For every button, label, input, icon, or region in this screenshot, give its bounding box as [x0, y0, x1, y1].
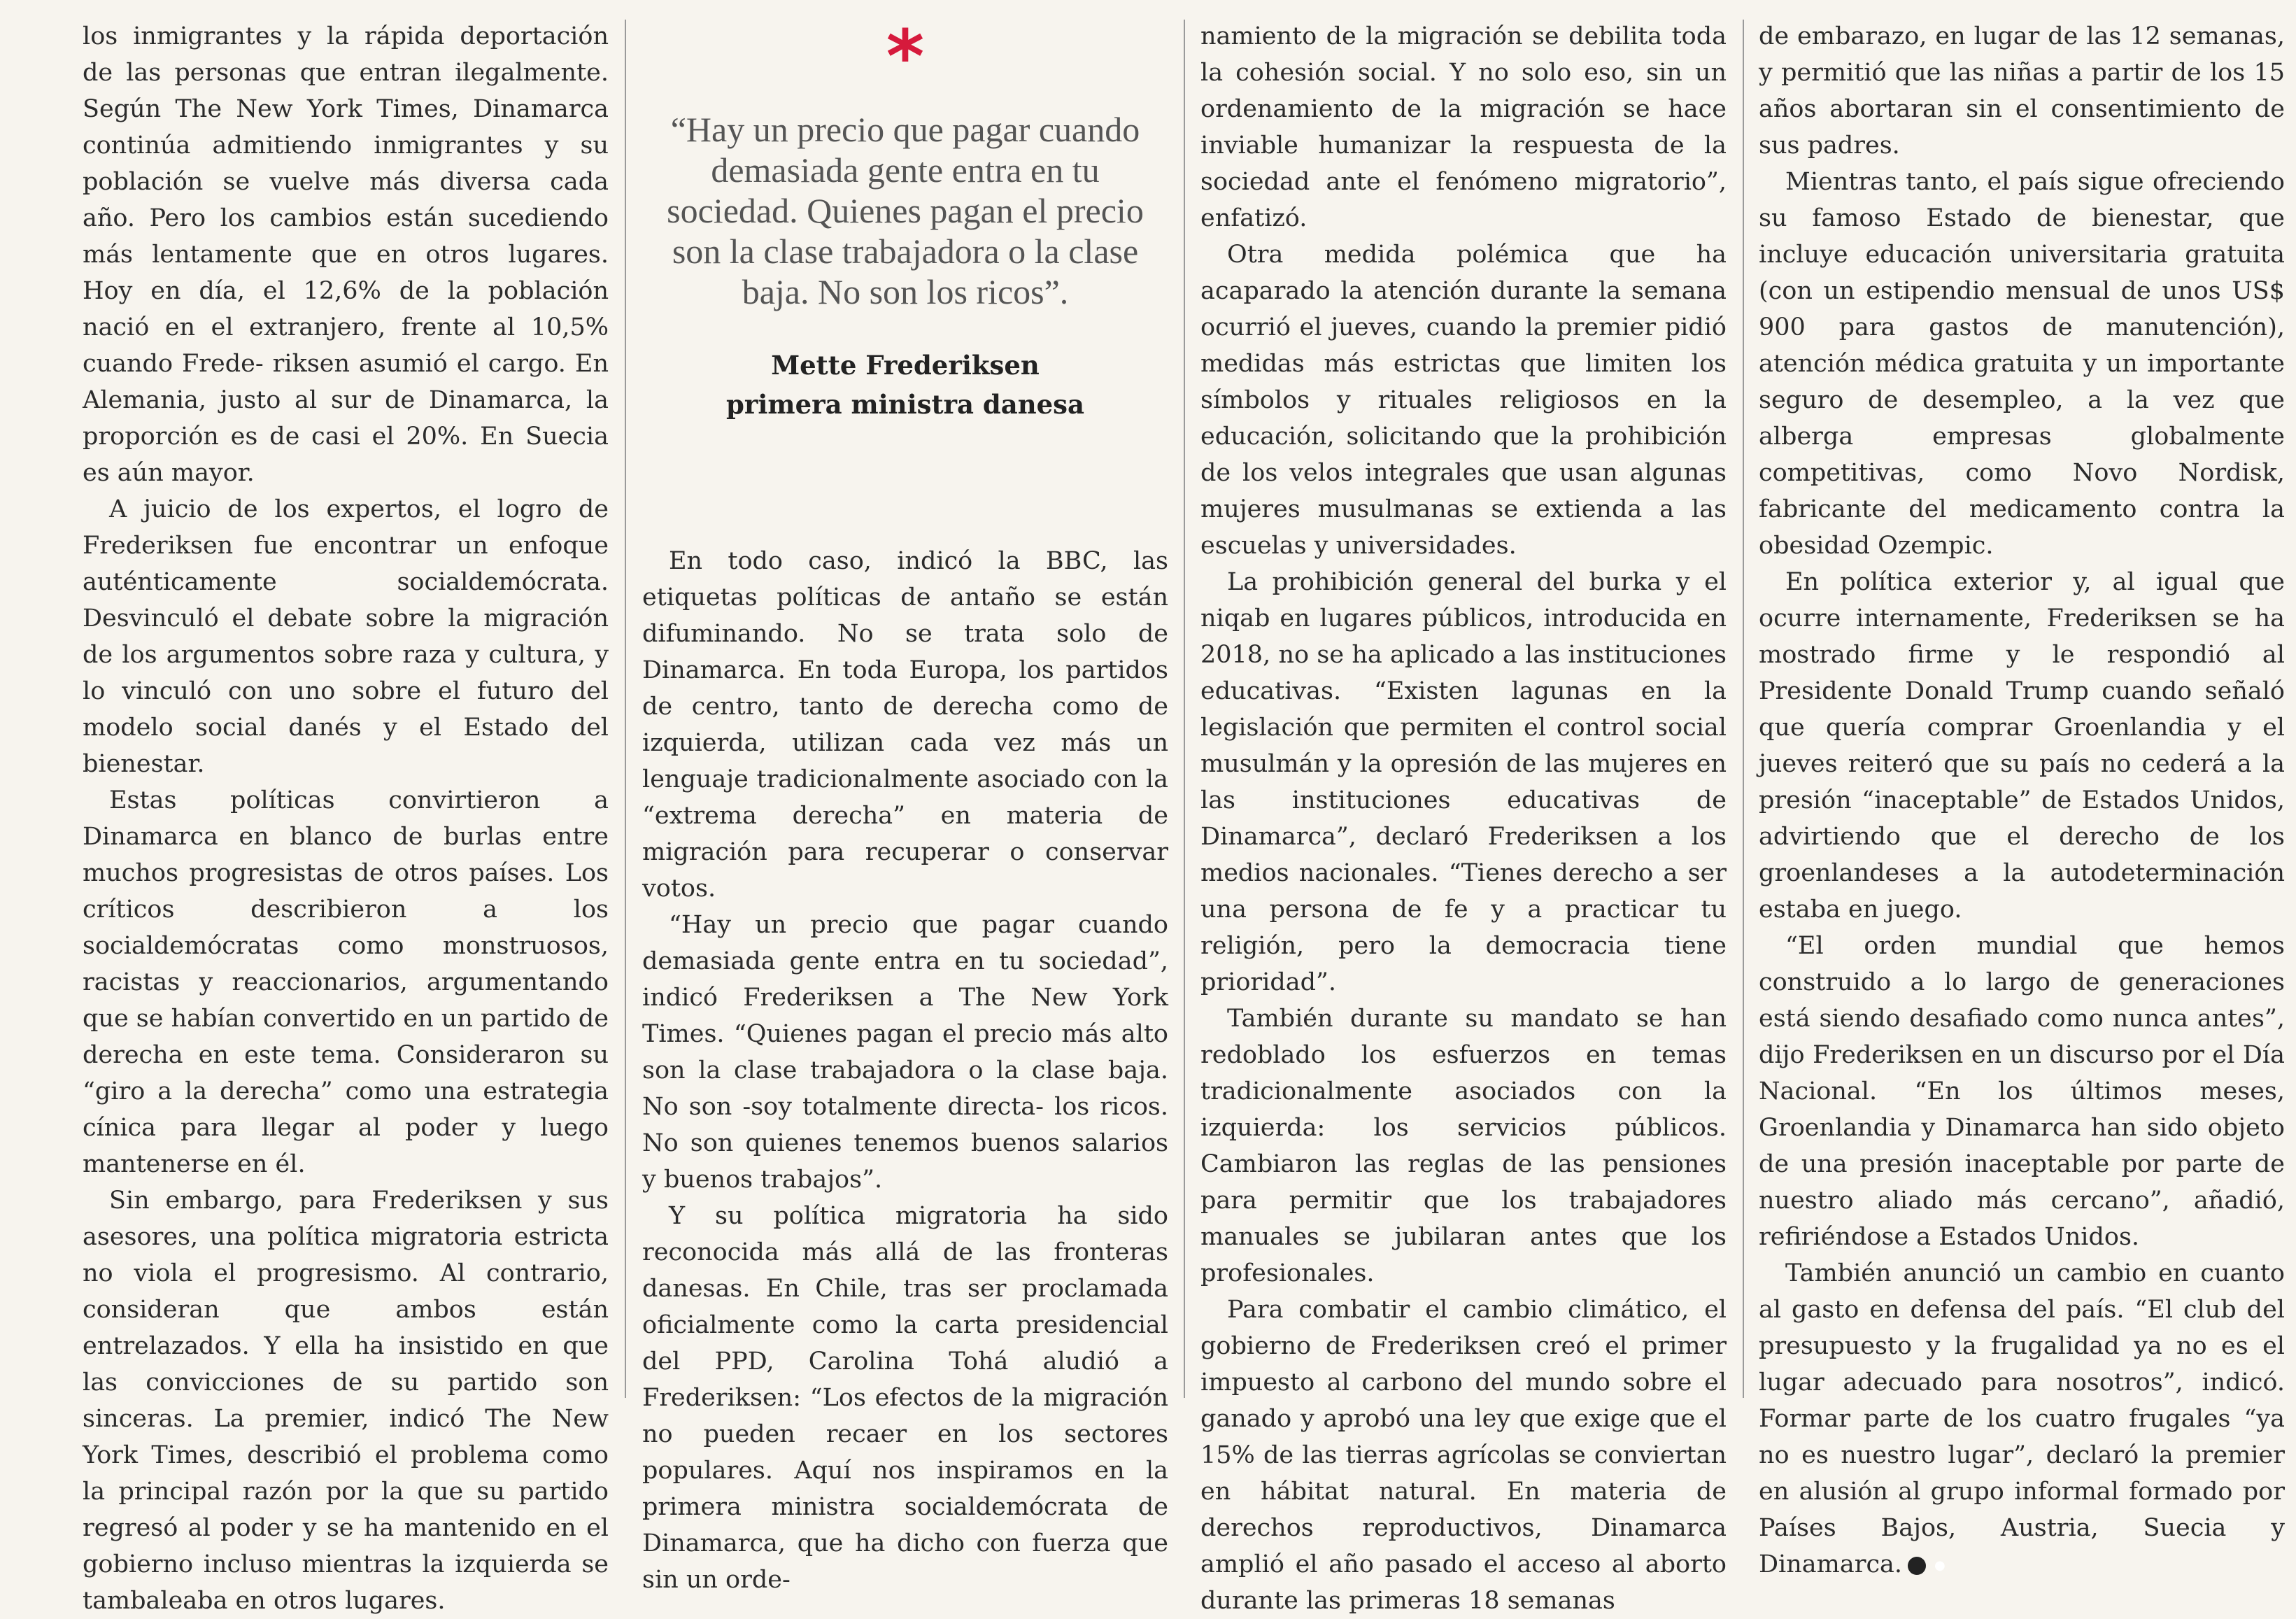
paragraph: Para combatir el cambio climático, el gobierno de Frederiksen creó el primer impuesto al carbono del mundo sobre el ganado y aprobó una ley que exige que el 15% de las tierras agrícolas se conviertan en hábitat natural. En materia de derechos reproductivos, Dinamarca amplió el año pasado el acceso al aborto durante las primeras 18 semanas	[1200, 1296, 1727, 1615]
paragraph: Y su política migratoria ha sido reconocida más allá de las fronteras danesas. En Chile, tras ser proclamada oficialmente como la carta presidencial del PPD, Carolina Tohá aludió a Frederiksen: “Los efectos de la migración no pueden recaer en los sectores populares. Aquí nos inspiramos en la primera ministra socialdemócrata de Dinamarca, que ha dicho con fuerza que sin un orde-	[642, 1202, 1168, 1594]
paragraph: A juicio de los expertos, el logro de Frederiksen fue encontrar un enfoque auténticamente socialdemócrata. Desvinculó el debate sobre la migración de los argumentos sobre raza y cultura, y lo vinculó con uno sobre el futuro del modelo social danés y el Estado del bienestar.	[83, 495, 609, 778]
paragraph: En todo caso, indicó la BBC, las etiquetas políticas de antaño se están difuminando. No se trata solo de Dinamarca. En toda Europa, los partidos de centro, tanto de derecha como de izquierda, utilizan cada vez más un lenguaje tradicionalmente asociado con la “extrema derecha” en materia de migración para recuperar o conservar votos.	[642, 547, 1168, 903]
paragraph: “Hay un precio que pagar cuando demasiada gente entra en tu sociedad”, indicó Frederiksen a The New York Times. “Quienes pagan el precio más alto son la clase trabajadora o la clase baja. No son -soy totalmente directa- los ricos. No son quienes tenemos buenos salarios y buenos trabajos”.	[642, 911, 1168, 1194]
final-paragraph-text: También anunció un cambio en cuanto al gasto en defensa del país. “El club del presupuesto y la frugalidad ya no es el lugar adecuado para nosotros”, indicó. Formar parte de los cuatro frugales “ya no es nuestro lugar”, declaró la premier en alusión al grupo informal formado por Países Bajos, Austria, Suecia y Dinamarca.	[1759, 1259, 2285, 1578]
pull-quote-author	[642, 346, 1168, 424]
end-of-article-icon: ●	[1908, 1557, 1926, 1575]
asterisk-icon: *	[886, 14, 925, 99]
pull-quote	[642, 14, 1168, 543]
article-column-1	[83, 18, 609, 1615]
column-divider	[1743, 20, 1744, 1398]
paragraph: Sin embargo, para Frederiksen y sus asesores, una política migratoria estricta no viola el progresismo. Al contrario, consideran que ambos están entrelazados. Y ella ha insistido en que las convicciones de su partido son sinceras. La premier, indicó The New York Times, describió el problema como la principal razón por la que su partido regresó al poder y se ha mantenido en el gobierno incluso mientras la izquierda se tambaleaba en otros lugares.	[83, 1187, 609, 1615]
paragraph: También durante su mandato se han redoblado los esfuerzos en temas tradicionalmente asociados con la izquierda: los servicios públicos. Cambiaron las reglas de las pensiones para permitir que los trabajadores manuales se jubilaran antes que los profesionales.	[1200, 1005, 1727, 1287]
paragraph: los inmigrantes y la rápida deportación de las personas que entran ilegalmente. Según The New York Times, Dinamarca continúa admitiendo inmigrantes y su población se vuelve más diversa cada año. Pero los cambios están sucediendo más lentamente que en otros lugares. Hoy en día, el 12,6% de la población nació en el extranjero, frente al 10,5% cuando Frede- riksen asumió el cargo. En Alemania, justo al sur de Dinamarca, la proporción es de casi el 20%. En Suecia es aún mayor.	[83, 22, 609, 487]
paragraph: La prohibición general del burka y el niqab en lugares públicos, introducida en 2018, no se ha aplicado a las instituciones educativas. “Existen lagunas en la legislación que permiten el control social musulmán y la opresión de las mujeres en las instituciones educativas de Dinamarca”, declaró Frederiksen a los medios nacionales. “Tienes derecho a ser una persona de fe y a practicar tu religión, pero la democracia tiene prioridad”.	[1200, 568, 1727, 996]
author-name: Mette Frederiksen	[771, 350, 1040, 381]
article-column-3	[1200, 18, 1727, 1615]
paragraph: “El orden mundial que hemos construido a lo largo de generaciones está siendo desafiado como nunca antes”, dijo Frederiksen en un discurso por el Día Nacional. “En los últimos meses, Groenlandia y Dinamarca han sido objeto de una presión inaceptable por parte de nuestro aliado más cercano”, añadió, refiriéndose a Estados Unidos.	[1759, 932, 2285, 1251]
paragraph: Estas políticas convirtieron a Dinamarca en blanco de burlas entre muchos progresistas de otros países. Los críticos describieron a los socialdemócratas como monstruosos, racistas y reaccionarios, argumentando que se habían convertido en un partido de derecha en este tema. Consideraron su “giro a la derecha” como una estrategia cínica para llegar al poder y luego mantenerse en él.	[83, 786, 609, 1178]
author-title: primera ministra danesa	[726, 389, 1084, 420]
article-column-2	[642, 14, 1168, 1594]
article-column-4	[1759, 18, 2285, 1578]
column-divider	[625, 20, 626, 1398]
paragraph: Otra medida polémica que ha acaparado la atención durante la semana ocurrió el jueves, cuando la premier pidió medidas más estrictas que limiten los símbolos y rituales religiosos en la educación, solicitando que la prohibición de los velos integrales que usan algunas mujeres musulmanas se extienda a las escuelas y universidades.	[1200, 241, 1727, 560]
paragraph: de embarazo, en lugar de las 12 semanas, y permitió que las niñas a partir de los 15 años abortaran sin el consentimiento de sus padres.	[1759, 22, 2285, 160]
paragraph: En política exterior y, al igual que ocurre internamente, Frederiksen se ha mostrado firme y le respondió al Presidente Donald Trump cuando señaló que quería comprar Groenlandia y el jueves reiteró que su país no cederá a la presión “inaceptable” de Estados Unidos, advirtiendo que el derecho de los groenlandeses a la autodeterminación estaba en juego.	[1759, 568, 2285, 924]
paragraph-final	[1759, 1255, 2285, 1583]
paragraph: namiento de la migración se debilita toda la cohesión social. Y no solo eso, sin un ordenamiento de la migración se hace inviable humanizar la respuesta de la sociedad ante el fenómeno migratorio”, enfatizó.	[1200, 22, 1727, 232]
pull-quote-text: “Hay un precio que pagar cuando demasiada gente entra en tu sociedad. Quienes pagan el precio son la clase trabajadora o la clase baja. No son los ricos”.	[667, 110, 1144, 311]
paragraph: Mientras tanto, el país sigue ofreciendo su famoso Estado de bienestar, que incluye educación universitaria gratuita (con un estipendio mensual de unos US$ 900 para gastos de manutención), atención médica gratuita y un importante seguro de desempleo, a la vez que alberga empresas globalmente competitivas, como Novo Nordisk, fabricante del medicamento contra la obesidad Ozempic.	[1759, 168, 2285, 560]
column-divider	[1184, 20, 1185, 1398]
